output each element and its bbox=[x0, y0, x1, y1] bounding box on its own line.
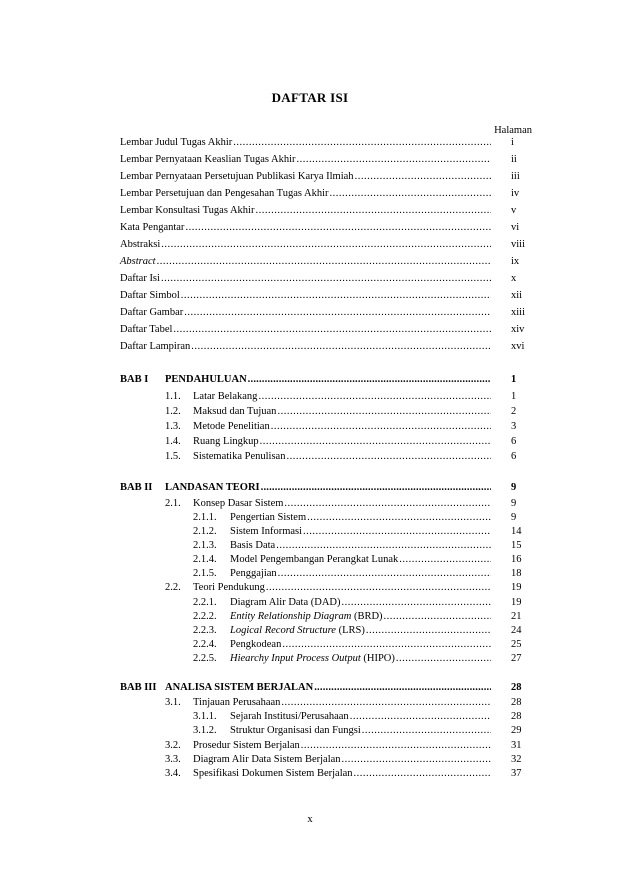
toc-entry[interactable] bbox=[165, 420, 492, 433]
toc-label bbox=[165, 450, 285, 463]
leader-dots bbox=[181, 289, 491, 302]
section-number: 3.1.2. bbox=[193, 725, 217, 736]
toc-label bbox=[193, 624, 365, 637]
toc-page: vi bbox=[511, 222, 520, 233]
toc-entry[interactable] bbox=[120, 187, 492, 200]
toc-page: 37 bbox=[511, 768, 522, 779]
toc-page: 9 bbox=[511, 512, 517, 523]
chapter-label bbox=[120, 481, 260, 494]
section-title: Konsep Dasar Sistem bbox=[193, 498, 284, 509]
toc-label bbox=[165, 739, 300, 752]
leader-dots bbox=[260, 435, 491, 448]
toc-page: 28 bbox=[511, 711, 522, 722]
toc-page: xii bbox=[511, 290, 523, 301]
leader-dots bbox=[303, 525, 491, 538]
toc-page: 9 bbox=[511, 498, 517, 509]
section-title: Struktur Organisasi dan Fungsi bbox=[230, 725, 361, 736]
toc-label: Lembar Persetujuan dan Pengesahan Tugas Akhir bbox=[120, 188, 329, 199]
toc-entry[interactable] bbox=[193, 553, 492, 566]
leader-dots bbox=[282, 638, 491, 651]
toc-label: Lembar Pernyataan Persetujuan Publikasi Karya Ilmiah bbox=[120, 171, 354, 182]
toc-entry[interactable] bbox=[120, 323, 492, 336]
toc-entry[interactable] bbox=[193, 525, 492, 538]
chapter-heading[interactable] bbox=[120, 481, 492, 494]
section-title: Metode Penelitian bbox=[193, 421, 270, 432]
toc-page: 28 bbox=[511, 682, 522, 693]
toc-page: 6 bbox=[511, 436, 517, 447]
toc-label bbox=[193, 610, 383, 623]
toc-page: viii bbox=[511, 239, 526, 250]
leader-dots bbox=[161, 272, 491, 285]
toc-label: Daftar Lampiran bbox=[120, 341, 191, 352]
leader-dots bbox=[350, 710, 491, 723]
toc-label: Lembar Judul Tugas Akhir bbox=[120, 137, 233, 148]
toc-entry[interactable] bbox=[120, 255, 492, 268]
toc-entry[interactable] bbox=[120, 289, 492, 302]
toc-label: Daftar Tabel bbox=[120, 324, 173, 335]
page-title: DAFTAR ISI bbox=[271, 90, 349, 105]
leader-dots bbox=[286, 450, 491, 463]
toc-label: Daftar Simbol bbox=[120, 290, 180, 301]
section-number: 1.1. bbox=[165, 391, 181, 402]
toc-page: iii bbox=[511, 171, 520, 182]
section-title: Latar Belakang bbox=[193, 391, 258, 402]
toc-entry[interactable] bbox=[120, 204, 492, 217]
section-number: 3.4. bbox=[165, 768, 181, 779]
leader-dots bbox=[261, 481, 491, 494]
section-number: 1.4. bbox=[165, 436, 181, 447]
toc-page: ii bbox=[511, 154, 517, 165]
section-number: 3.1.1. bbox=[193, 711, 217, 722]
leader-dots bbox=[284, 497, 491, 510]
toc-label bbox=[193, 553, 398, 566]
leader-dots bbox=[185, 221, 491, 234]
leader-dots bbox=[233, 136, 491, 149]
section-number: 2.2. bbox=[165, 582, 181, 593]
toc-page: i bbox=[511, 137, 514, 148]
section-title: Sejarah Institusi/Perusahaan bbox=[230, 711, 349, 722]
toc-label bbox=[193, 638, 281, 651]
section-number: 2.1.1. bbox=[193, 512, 217, 523]
leader-dots bbox=[396, 652, 491, 665]
chapter-number: BAB II bbox=[120, 482, 153, 493]
toc-entry[interactable] bbox=[193, 596, 492, 609]
toc-entry[interactable] bbox=[120, 306, 492, 319]
section-title-italic: Logical Record Structure bbox=[230, 625, 336, 636]
toc-page: x bbox=[511, 273, 517, 284]
toc-entry[interactable] bbox=[193, 724, 492, 737]
leader-dots bbox=[342, 753, 491, 766]
toc-label: Lembar Pernyataan Keaslian Tugas Akhir bbox=[120, 154, 296, 165]
leader-dots bbox=[354, 767, 491, 780]
leader-dots bbox=[366, 624, 491, 637]
toc-label bbox=[193, 567, 277, 580]
toc-entry[interactable] bbox=[165, 767, 492, 780]
section-title: Penggajian bbox=[230, 568, 277, 579]
toc-label bbox=[165, 581, 265, 594]
section-number: 3.2. bbox=[165, 740, 181, 751]
leader-dots bbox=[173, 323, 491, 336]
toc-label bbox=[165, 420, 270, 433]
toc-entry[interactable] bbox=[165, 753, 492, 766]
toc-entry[interactable] bbox=[165, 435, 492, 448]
section-number: 3.1. bbox=[165, 697, 181, 708]
section-title-italic: Entity Relationship Diagram bbox=[230, 611, 352, 622]
section-number: 3.3. bbox=[165, 754, 181, 765]
toc-page: 19 bbox=[511, 597, 522, 608]
chapter-heading[interactable] bbox=[120, 681, 492, 694]
leader-dots bbox=[255, 204, 491, 217]
section-title: Pengertian Sistem bbox=[230, 512, 307, 523]
page-column-header: Halaman bbox=[494, 125, 532, 136]
toc-page: 6 bbox=[511, 451, 517, 462]
leader-dots bbox=[191, 340, 491, 353]
section-number: 2.2.4. bbox=[193, 639, 217, 650]
toc-page: xvi bbox=[511, 341, 525, 352]
toc-label bbox=[165, 696, 280, 709]
chapter-label bbox=[120, 681, 313, 694]
toc-page: 3 bbox=[511, 421, 517, 432]
toc-label: Daftar Isi bbox=[120, 273, 160, 284]
section-number: 1.5. bbox=[165, 451, 181, 462]
toc-page: ix bbox=[511, 256, 520, 267]
leader-dots bbox=[384, 610, 491, 623]
toc-page: 1 bbox=[511, 391, 517, 402]
section-title: Ruang Lingkup bbox=[193, 436, 259, 447]
chapter-title: PENDAHULUAN bbox=[165, 374, 247, 385]
toc-label bbox=[193, 511, 306, 524]
toc-label bbox=[193, 652, 395, 665]
toc-page: iv bbox=[511, 188, 520, 199]
toc-page: v bbox=[511, 205, 517, 216]
leader-dots bbox=[330, 187, 491, 200]
toc-page: xiv bbox=[511, 324, 525, 335]
toc-entry[interactable] bbox=[165, 739, 492, 752]
section-title: Sistem Informasi bbox=[230, 526, 303, 537]
leader-dots bbox=[301, 739, 491, 752]
chapter-label bbox=[120, 373, 247, 386]
chapter-title: ANALISA SISTEM BERJALAN bbox=[165, 682, 314, 693]
leader-dots bbox=[271, 420, 491, 433]
section-number: 2.2.3. bbox=[193, 625, 217, 636]
toc-label: Kata Pengantar bbox=[120, 222, 185, 233]
section-number: 2.1.5. bbox=[193, 568, 217, 579]
toc-page: 1 bbox=[511, 374, 517, 385]
section-title: Teori Pendukung bbox=[193, 582, 265, 593]
leader-dots bbox=[277, 405, 491, 418]
toc-page: 2 bbox=[511, 406, 517, 417]
section-title: Tinjauan Perusahaan bbox=[193, 697, 281, 708]
toc-page: 15 bbox=[511, 540, 522, 551]
toc-page: 18 bbox=[511, 568, 522, 579]
toc-label bbox=[165, 405, 276, 418]
section-number: 1.2. bbox=[165, 406, 181, 417]
toc-page: 14 bbox=[511, 526, 522, 537]
leader-dots bbox=[362, 724, 491, 737]
toc-page: xiii bbox=[511, 307, 526, 318]
chapter-title: LANDASAN TEORI bbox=[165, 482, 260, 493]
toc-label bbox=[193, 596, 341, 609]
leader-dots bbox=[307, 511, 491, 524]
toc-entry[interactable] bbox=[165, 405, 492, 418]
chapter-number: BAB I bbox=[120, 374, 149, 385]
toc-entry[interactable] bbox=[193, 710, 492, 723]
toc-entry[interactable] bbox=[165, 696, 492, 709]
toc-label: Lembar Konsultasi Tugas Akhir bbox=[120, 205, 255, 216]
leader-dots bbox=[355, 170, 491, 183]
leader-dots bbox=[258, 390, 491, 403]
toc-entry[interactable] bbox=[120, 272, 492, 285]
leader-dots bbox=[399, 553, 491, 566]
section-title: Pengkodean bbox=[230, 639, 282, 650]
section-number: 2.1.3. bbox=[193, 540, 217, 551]
toc-label: Abstraksi bbox=[120, 239, 161, 250]
leader-dots bbox=[278, 567, 491, 580]
toc-label: Abstract bbox=[120, 256, 156, 267]
toc-entry[interactable] bbox=[120, 238, 492, 251]
toc-label bbox=[165, 753, 341, 766]
section-title-suffix: (BRD) bbox=[351, 611, 383, 622]
toc-label bbox=[193, 710, 349, 723]
leader-dots bbox=[342, 596, 491, 609]
toc-label bbox=[165, 767, 353, 780]
toc-entry[interactable] bbox=[165, 390, 492, 403]
toc-label bbox=[193, 539, 275, 552]
chapter-heading[interactable] bbox=[120, 373, 492, 386]
section-title: Maksud dan Tujuan bbox=[193, 406, 277, 417]
toc-entry[interactable] bbox=[120, 153, 492, 166]
toc-entry[interactable] bbox=[120, 340, 492, 353]
toc-label bbox=[165, 390, 257, 403]
toc-page: 28 bbox=[511, 697, 522, 708]
toc-page: 16 bbox=[511, 554, 522, 565]
section-title: Prosedur Sistem Berjalan bbox=[193, 740, 300, 751]
leader-dots bbox=[281, 696, 491, 709]
toc-entry[interactable] bbox=[120, 221, 492, 234]
toc-label bbox=[193, 525, 302, 538]
section-title: Diagram Alir Data (DAD) bbox=[230, 597, 341, 608]
toc-page: 24 bbox=[511, 625, 522, 636]
section-number: 2.2.1. bbox=[193, 597, 217, 608]
leader-dots bbox=[266, 581, 491, 594]
toc-page: 9 bbox=[511, 482, 517, 493]
section-title-suffix: (LRS) bbox=[335, 625, 365, 636]
toc-entry[interactable] bbox=[193, 567, 492, 580]
section-title: Basis Data bbox=[230, 540, 276, 551]
leader-dots bbox=[161, 238, 491, 251]
toc-page: 29 bbox=[511, 725, 522, 736]
leader-dots bbox=[314, 681, 491, 694]
toc-page: 32 bbox=[511, 754, 522, 765]
toc-label: Daftar Gambar bbox=[120, 307, 184, 318]
toc-label bbox=[165, 435, 259, 448]
leader-dots bbox=[276, 539, 491, 552]
section-title-italic: Hiearchy Input Process Output bbox=[230, 653, 361, 664]
toc-entry[interactable] bbox=[193, 511, 492, 524]
toc-entry[interactable] bbox=[193, 638, 492, 651]
toc-page: 25 bbox=[511, 639, 522, 650]
toc-entry[interactable] bbox=[193, 610, 492, 623]
section-title: Diagram Alir Data Sistem Berjalan bbox=[193, 754, 341, 765]
leader-dots bbox=[184, 306, 491, 319]
section-number: 2.1. bbox=[165, 498, 181, 509]
chapter-number: BAB III bbox=[120, 682, 157, 693]
toc-page: 31 bbox=[511, 740, 522, 751]
section-number: 2.1.2. bbox=[193, 526, 217, 537]
page-number: x bbox=[307, 814, 313, 825]
toc-label bbox=[165, 497, 283, 510]
toc-label bbox=[193, 724, 361, 737]
section-title-suffix: (HIPO) bbox=[360, 653, 395, 664]
toc-entry[interactable] bbox=[193, 652, 492, 665]
section-title: Model Pengembangan Perangkat Lunak bbox=[230, 554, 399, 565]
section-title: Sistematika Penulisan bbox=[193, 451, 286, 462]
leader-dots bbox=[248, 373, 491, 386]
toc-entry[interactable] bbox=[120, 136, 492, 149]
toc-entry[interactable] bbox=[120, 170, 492, 183]
leader-dots bbox=[297, 153, 491, 166]
section-number: 2.2.2. bbox=[193, 611, 217, 622]
section-title: Spesifikasi Dokumen Sistem Berjalan bbox=[193, 768, 353, 779]
toc-entry[interactable] bbox=[165, 450, 492, 463]
toc-page: 19 bbox=[511, 582, 522, 593]
toc-entry[interactable] bbox=[193, 539, 492, 552]
toc-entry[interactable] bbox=[165, 581, 492, 594]
section-number: 2.2.5. bbox=[193, 653, 217, 664]
leader-dots bbox=[157, 255, 491, 268]
section-number: 1.3. bbox=[165, 421, 181, 432]
toc-page: 21 bbox=[511, 611, 522, 622]
toc-page: 27 bbox=[511, 653, 522, 664]
section-number: 2.1.4. bbox=[193, 554, 217, 565]
toc-entry[interactable] bbox=[165, 497, 492, 510]
toc-entry[interactable] bbox=[193, 624, 492, 637]
